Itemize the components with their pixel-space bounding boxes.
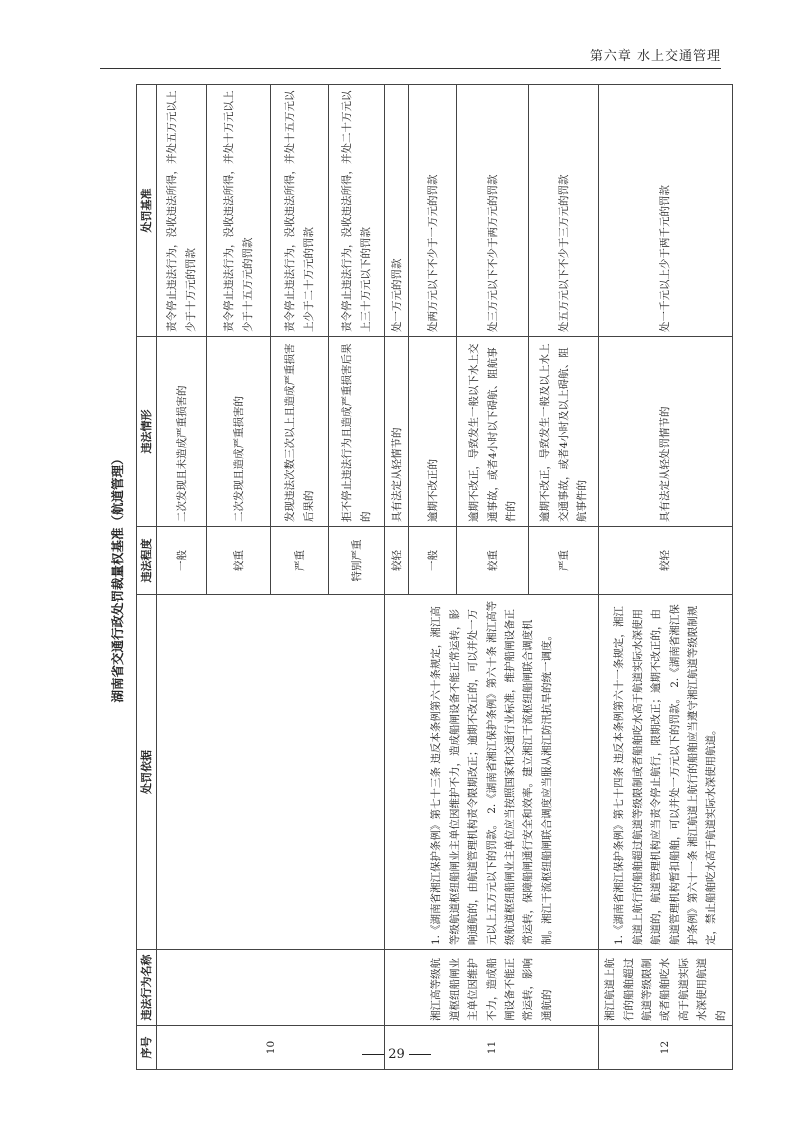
- situation-cell: 逾期不改正，导致发生一般及以上水上交通事故，或者4小时及以上碍航、阻航事件的: [529, 337, 599, 527]
- col-header-degree: 违法程度: [137, 527, 157, 595]
- standard-cell: 责令停止违法行为，没收违法所得，并处十万元以上少于十五万元的罚款: [207, 85, 271, 337]
- table-title: 湖南省交通行政处罚裁量权基准（航道管理）: [110, 452, 125, 703]
- penalty-standard-table: [136, 84, 733, 1070]
- col-header-situation: 违法情形: [137, 337, 157, 527]
- col-header-standard: 处罚基准: [137, 85, 157, 337]
- rotated-table-region: [108, 85, 727, 1070]
- page-header: [0, 40, 793, 70]
- degree-cell: 较重: [207, 527, 271, 595]
- seq-cell: 10: [157, 1026, 385, 1070]
- degree-cell: 较重: [457, 527, 529, 595]
- situation-cell: 逾期不改正的: [409, 337, 457, 527]
- standard-cell: 责令停止违法行为，没收违法所得，并处五万元以上少于十万元的罚款: [157, 85, 207, 337]
- page-number-dash-right: [409, 1054, 431, 1055]
- degree-cell: 严重: [271, 527, 329, 595]
- page-number: [0, 1047, 793, 1062]
- col-header-name: 违法行为名称: [137, 950, 157, 1026]
- seq-cell: 12: [599, 1026, 733, 1070]
- degree-cell: 特别严重: [329, 527, 385, 595]
- degree-cell: 较轻: [385, 527, 409, 595]
- standard-cell: 处五万元以下不少于三万元的罚款: [529, 85, 599, 337]
- degree-cell: 一般: [409, 527, 457, 595]
- degree-cell: 严重: [529, 527, 599, 595]
- name-cell: 湘江高等级航道枢纽船闸业主单位因维护不力，造成船闸设备不能正常运转，影响通航的: [385, 950, 599, 1026]
- standard-cell: 责令停止违法行为，没收违法所得，并处二十万元以上三十万元以下的罚款: [329, 85, 385, 337]
- degree-cell: 一般: [157, 527, 207, 595]
- standard-cell: 处一千元以上少于两千元的罚款: [599, 85, 733, 337]
- basis-cell: [157, 595, 385, 950]
- col-header-basis: 处罚依据: [137, 595, 157, 950]
- situation-cell: 拒不停止违法行为且造成严重损害后果的: [329, 337, 385, 527]
- table-row: [385, 85, 409, 1070]
- chapter-title: 第六章 水上交通管理: [589, 49, 721, 64]
- table-row: [599, 85, 733, 1070]
- standard-cell: 处三万元以下不少于两万元的罚款: [457, 85, 529, 337]
- seq-cell: 11: [385, 1026, 599, 1070]
- basis-cell: 1.《湖南省湘江保护条例》第七十三条 违反本条例第六十条规定，湘江高等级航道枢纽船闸业主单位因维护不力，造成船闸设备不能正常运转，影响通航的，由航道管理机构责令限期改正；逾期不改正的，可以并处一万元以上五万元以下的罚款。 2.《湖南省湘江保护条例》第六十条 湘江高等级航道枢纽船闸业主单位应当按照国家和交通行业标准，维护船闸设备正常运转，保障船闸通行安全和效率。建立湘江干流枢纽船闸联合调度机制。湘江干流枢纽船闸联合调度应当服从湘江防汛抗旱的统一调度。: [385, 595, 599, 950]
- page-number-dash-left: [362, 1054, 384, 1055]
- situation-cell: 二次发现且造成严重损害的: [207, 337, 271, 527]
- situation-cell: 具有法定从轻处罚情节的: [599, 337, 733, 527]
- table-row: [157, 85, 207, 1070]
- situation-cell: 发现违法次数三次以上且造成严重损害后果的: [271, 337, 329, 527]
- situation-cell: 二次发现且未造成严重损害的: [157, 337, 207, 527]
- situation-cell: 逾期不改正，导致发生一般以下水上交通事故，或者4小时以下碍航、阻航事件的: [457, 337, 529, 527]
- standard-cell: 处两万元以下不少于一万元的罚款: [409, 85, 457, 337]
- situation-cell: 具有法定从轻情节的: [385, 337, 409, 527]
- col-header-seq: 序号: [137, 1026, 157, 1070]
- basis-cell: 1.《湖南省湘江保护条例》第七十四条 违反本条例第六十一条规定，湘江航道上航行的船舶超过航道等级限制或者船舶吃水高于航道实际水深使用航道的，航道管理机构应当责令停止航行，限期改正；逾期不改正的，由航道管理机构暂扣船舶，可以并处一万元以下的罚款。 2.《湖南省湘江保护条例》第六十一条 湘江航道上航行的船舶应当遵守湘江航道等级限制规定，禁止船舶吃水高于航道实际水深使用航道。: [599, 595, 733, 950]
- page-number-value: 29: [388, 1047, 405, 1062]
- table-header-row: [137, 85, 157, 1070]
- name-cell: 湘江航道上航行的船舶超过航道等级限制或者船舶吃水高于航道实际水深使用航道的: [599, 950, 733, 1026]
- standard-cell: 处一万元的罚款: [385, 85, 409, 337]
- degree-cell: 较轻: [599, 527, 733, 595]
- name-cell: [157, 950, 385, 1026]
- standard-cell: 责令停止违法行为，没收违法所得，并处十五万元以上少于二十万元的罚款: [271, 85, 329, 337]
- header-rule: [100, 68, 721, 69]
